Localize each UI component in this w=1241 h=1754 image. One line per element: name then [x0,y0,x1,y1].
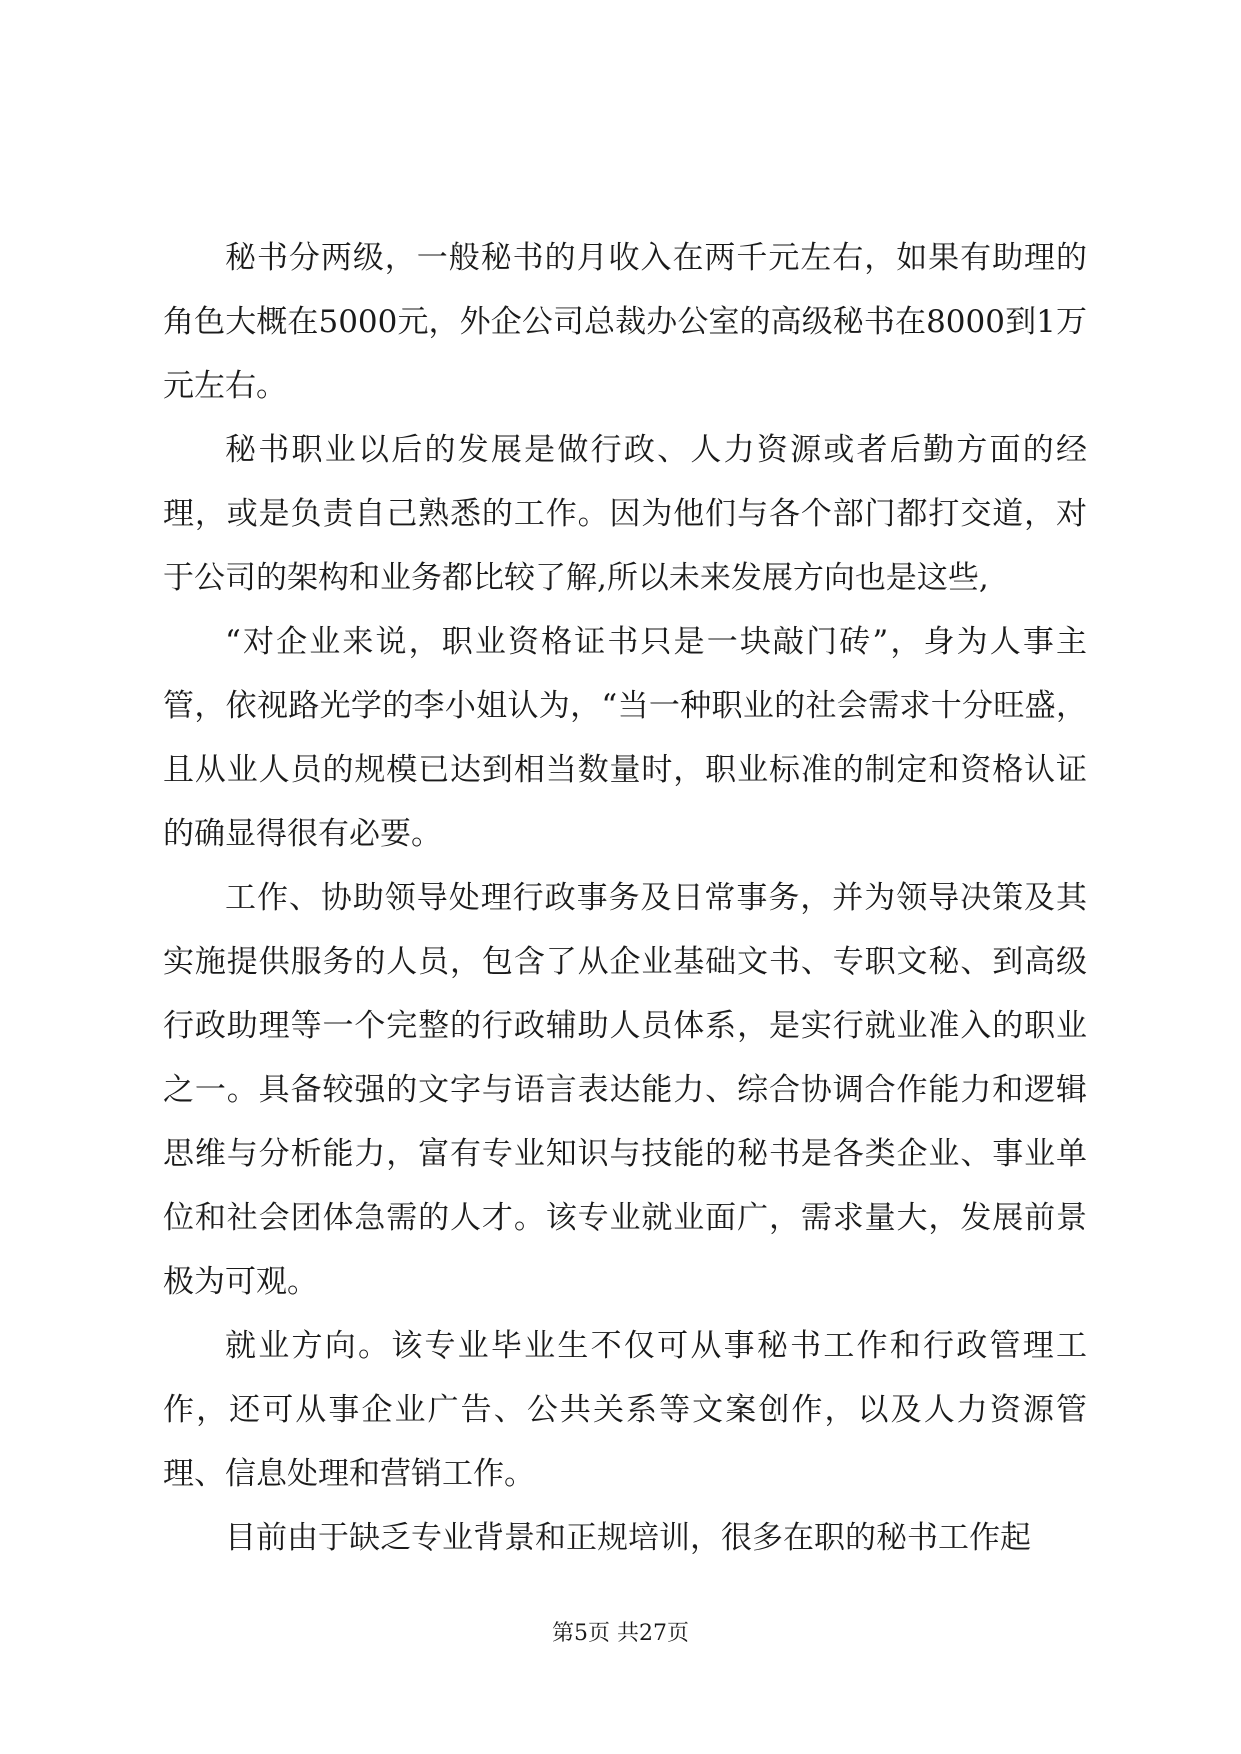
paragraph-certificate-quote: “对企业来说，职业资格证书只是一块敲门砖”，身为人事主管，依视路光学的李小姐认为，“当一种职业的社会需求十分旺盛，且从业人员的规模已达到相当数量时，职业标准的制定和资格认证的确显得很有必要。 [163,624,1087,852]
paragraph-salary: 秘书分两级，一般秘书的月收入在两千元左右，如果有助理的角色大概在5000元，外企公司总裁办公室的高级秘书在8000到1万元左右。 [163,240,1087,404]
paragraph-current-situation: 目前由于缺乏专业背景和正规培训，很多在职的秘书工作起 [225,1520,1031,1556]
paragraph-employment-direction: 就业方向。该专业毕业生不仅可从事秘书工作和行政管理工作，还可从事企业广告、公共关系等文案创作，以及人力资源管理、信息处理和营销工作。 [163,1328,1087,1492]
paragraph-career-development: 秘书职业以后的发展是做行政、人力资源或者后勤方面的经理，或是负责自己熟悉的工作。因为他们与各个部门都打交道，对于公司的架构和业务都比较了解,所以未来发展方向也是这些, [163,432,1087,596]
paragraph-job-description: 工作、协助领导处理行政事务及日常事务，并为领导决策及其实施提供服务的人员，包含了从企业基础文书、专职文秘、到高级行政助理等一个完整的行政辅助人员体系，是实行就业准入的职业之一。具备较强的文字与语言表达能力、综合协调合作能力和逻辑思维与分析能力，富有专业知识与技能的秘书是各类企业、事业单位和社会团体急需的人才。该专业就业面广，需求量大，发展前景极为可观。 [163,880,1087,1300]
page-number: 第5页 共27页 [552,1621,689,1646]
body-text [163,226,1087,1570]
page-footer [0,1619,1241,1649]
